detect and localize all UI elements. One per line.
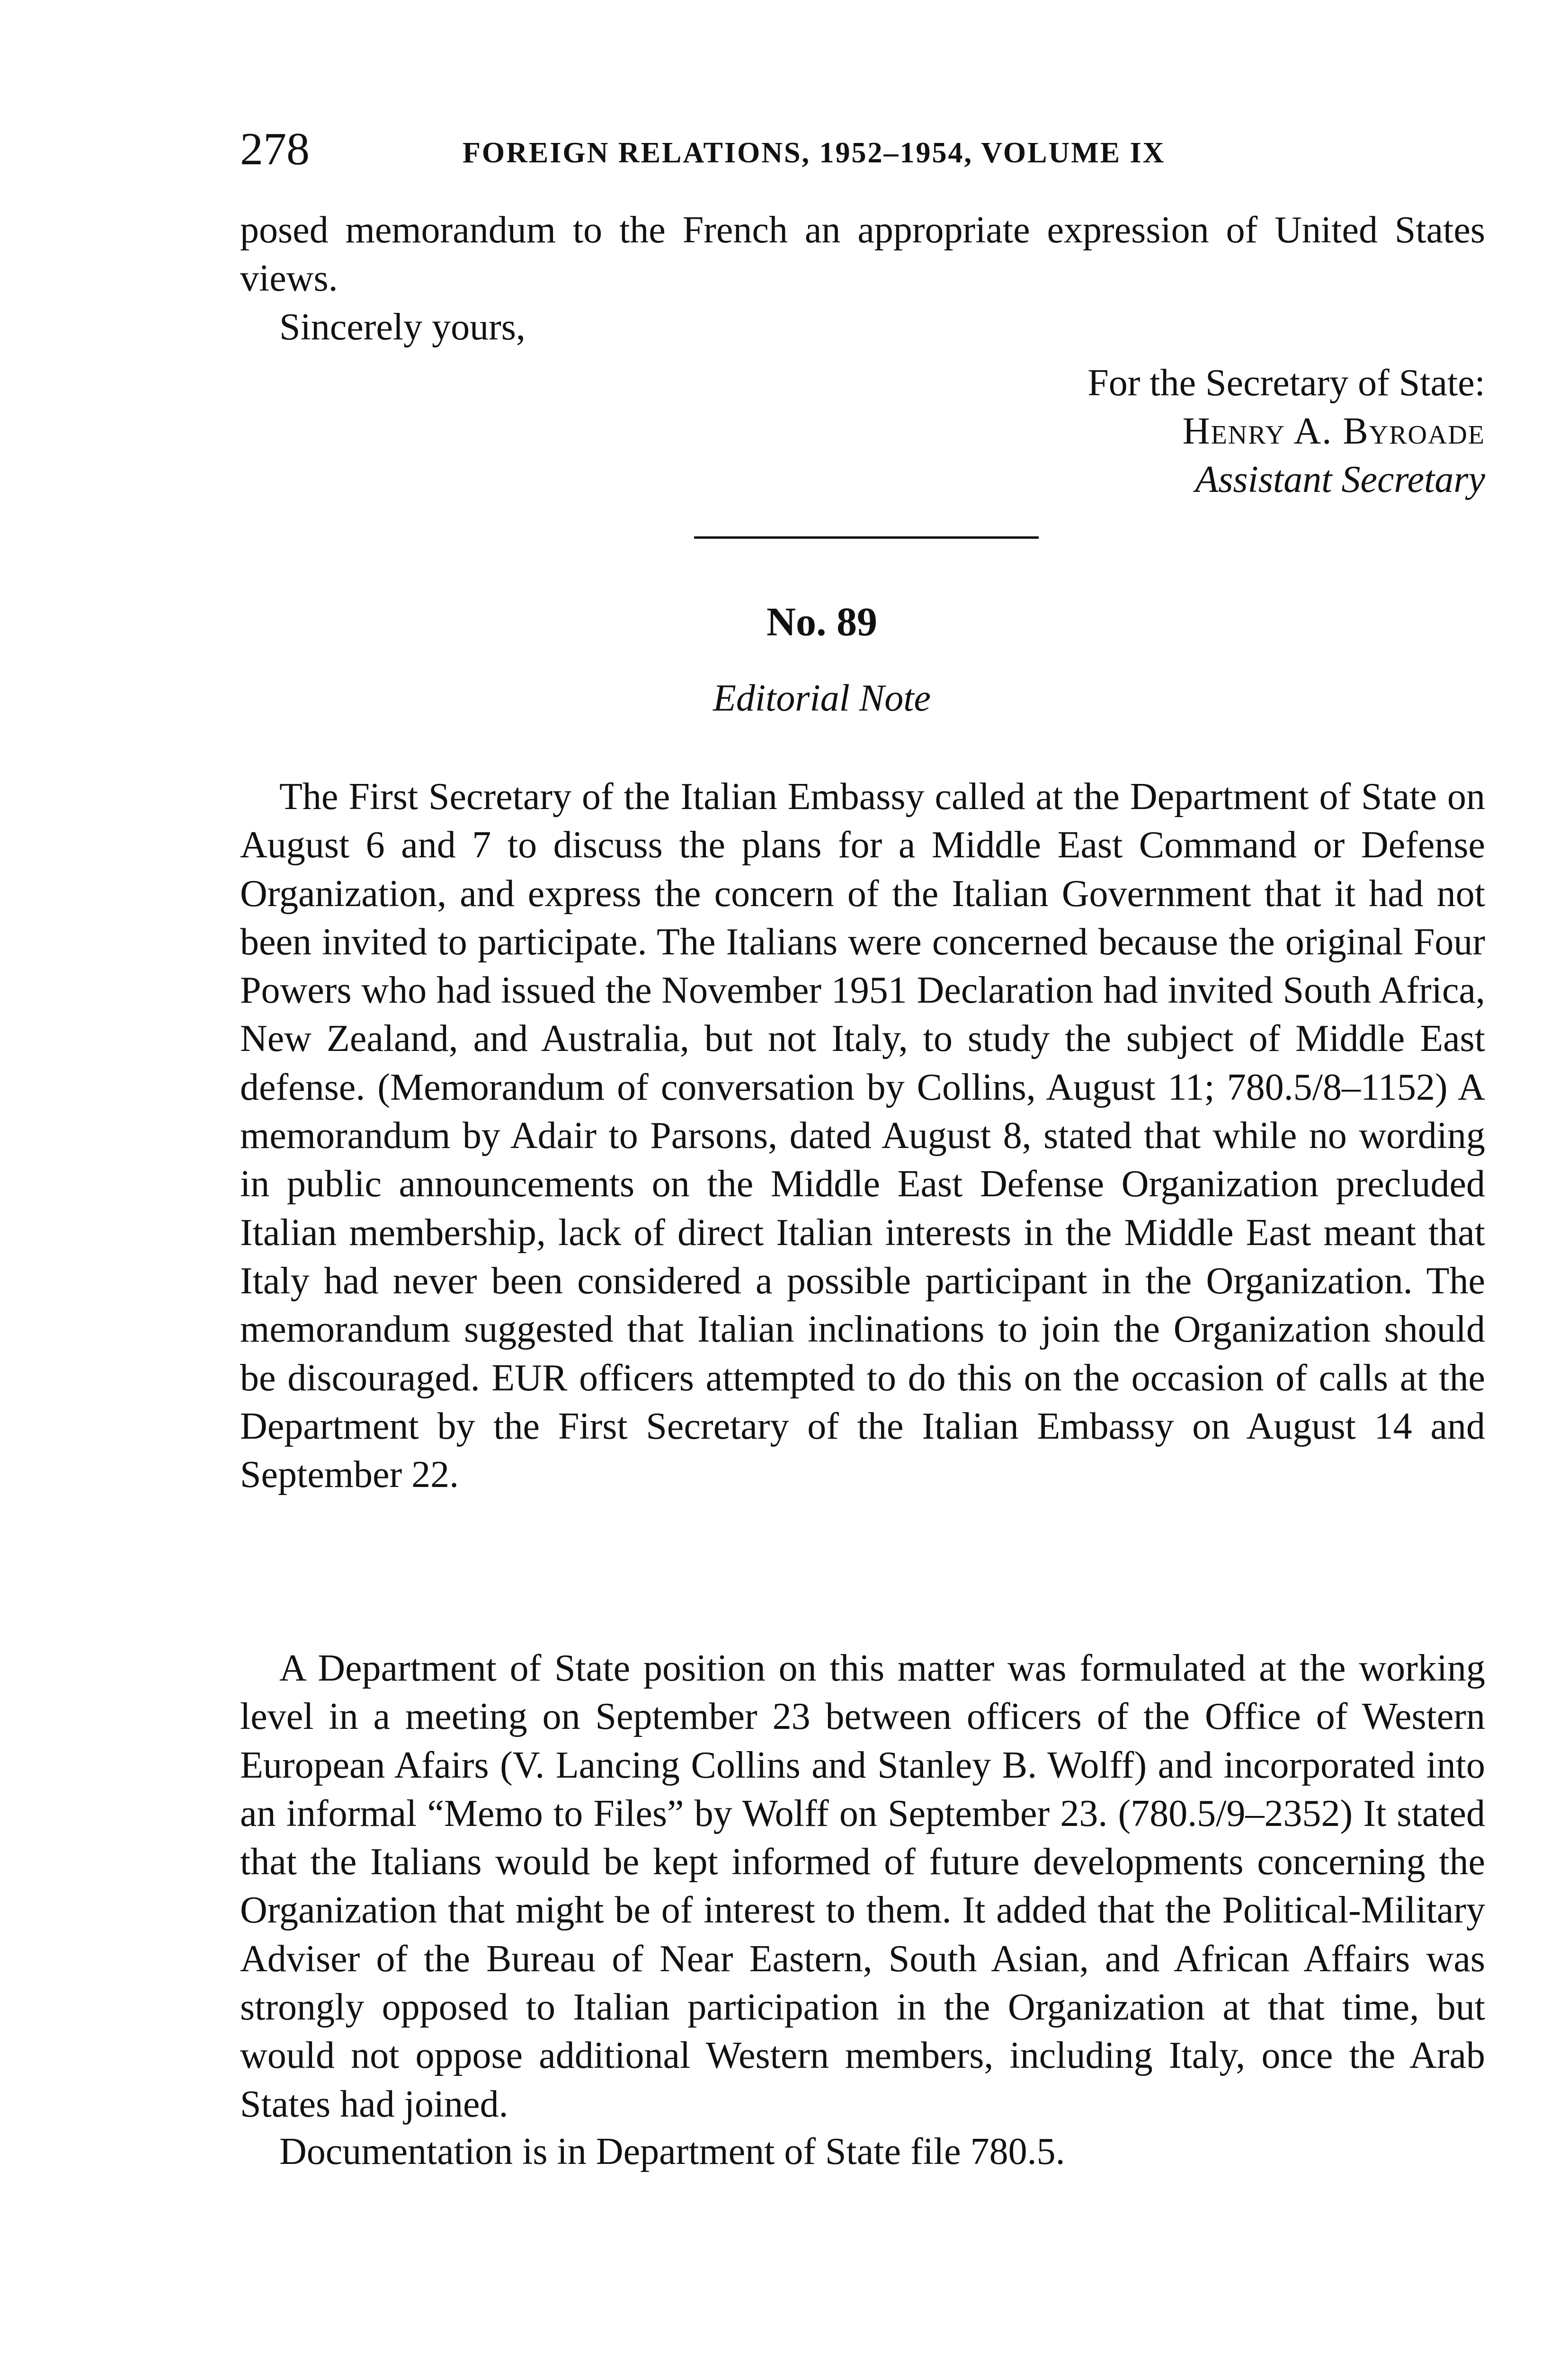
document-subtitle: Editorial Note [713, 677, 931, 719]
section-divider [694, 536, 1039, 539]
signature-block [1087, 359, 1485, 504]
body-paragraph-1: The First Secretary of the Italian Embassy called at the Department of State on August 6 and 7 to discuss the plans for a Middle East Command or Defense Organization, and express the concern of the Italian Government that it had not been invited to participate. The Italians were concerned because the original Four Powers who had issued the November 1951 Declaration had invited South Africa, New Zealand, and Australia, but not Italy, to study the subject of Middle East defense. (Memorandum of conversation by Collins, August 11; 780.5/8–1152) A memorandum by Adair to Parsons, dated August 8, stated that while no wording in public announcements on the Middle East Defense Organization precluded Italian membership, lack of direct Italian interests in the Middle East meant that Italy had never been considered a possible participant in the Organization. The memorandum suggested that Italian inclinations to join the Organization should be discouraged. EUR officers attempted to do this on the occasion of calls at the Department by the First Secretary of the Italian Embassy on August 14 and September 22. [240, 776, 1485, 1496]
continuation-text: posed memorandum to the French an appropriate expression of United States views. [240, 209, 1485, 299]
closing-salutation: Sincerely yours, [279, 306, 526, 348]
body-paragraph-2: A Department of State position on this matter was formulated at the working level in a meeting on September 23 between officers of the Office of Western European Afairs (V. Lancing Collins and Stanley B. Wolff) and incorporated into an informal “Memo to Files” by Wolff on September 23. (780.5/9–2352) It stated that the Italians would be kept informed of future developments concerning the Organization that might be of interest to them. It added that the Political-Military Adviser of the Bureau of Near Eastern, South Asian, and African Affairs was strongly opposed to Italian participation in the Organization at that time, but would not oppose additional Western members, including Italy, once the Arab States had joined. [240, 1647, 1485, 2125]
running-head: FOREIGN RELATIONS, 1952–1954, VOLUME IX [463, 137, 1166, 169]
page-number: 278 [240, 124, 310, 175]
signature-name: Henry A. Byroade [1182, 410, 1485, 452]
page-header [240, 121, 1485, 178]
document-number: No. 89 [766, 599, 878, 644]
signature-for-line: For the Secretary of State: [1087, 362, 1485, 404]
signature-title: Assistant Secretary [1195, 459, 1485, 500]
body-paragraph-3: Documentation is in Department of State file 780.5. [279, 2131, 1065, 2172]
